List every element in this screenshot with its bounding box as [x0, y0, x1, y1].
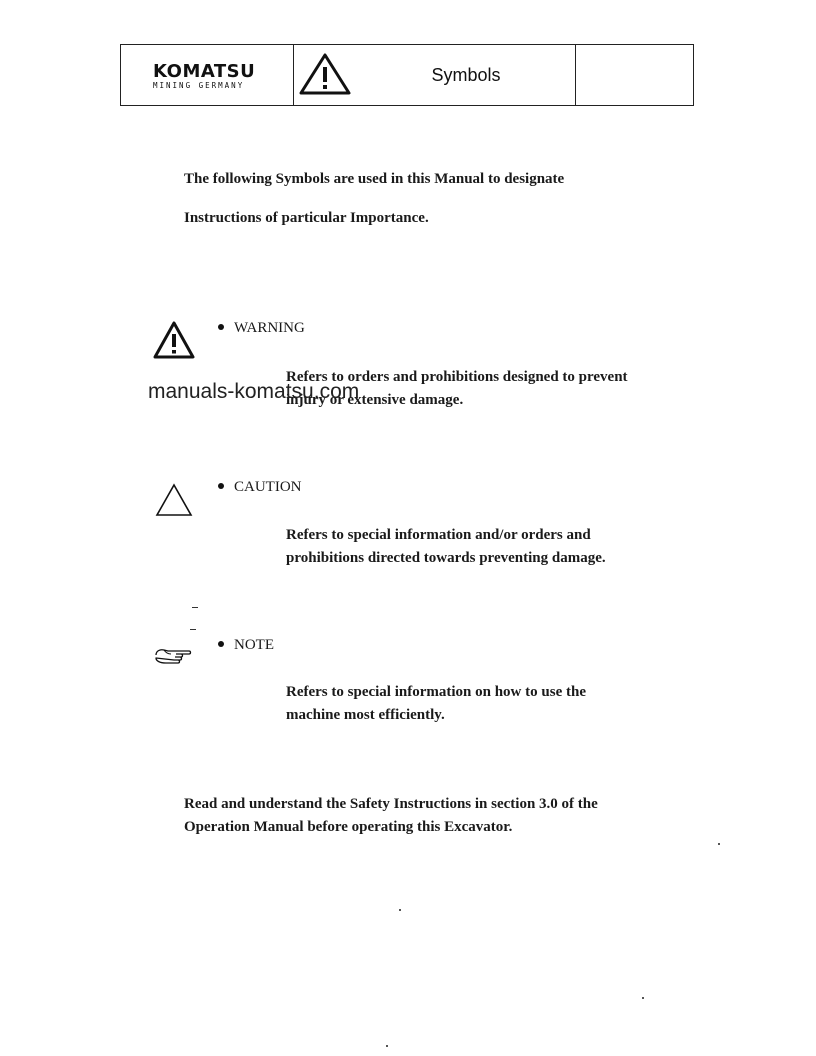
closing-line-2: Operation Manual before operating this Excavator. — [184, 819, 513, 835]
logo-cell — [121, 45, 294, 105]
scan-mark — [192, 607, 198, 608]
bullet — [218, 641, 224, 647]
warning-line-1: Refers to orders and prohibitions designed to prevent — [286, 369, 628, 385]
caution-label: CAUTION — [234, 479, 302, 495]
brand-subtitle: MINING GERMANY — [153, 81, 245, 90]
note-line-1: Refers to special information on how to use the — [286, 684, 586, 700]
note-line-2: machine most efficiently. — [286, 707, 445, 723]
warning-triangle-icon — [297, 51, 353, 99]
caution-description — [286, 524, 606, 570]
watermark: manuals-komatsu.com — [148, 380, 360, 403]
intro-line-1: The following Symbols are used in this Manual to designate — [184, 171, 565, 187]
caution-triangle-icon — [154, 482, 194, 518]
scan-speck — [642, 997, 644, 999]
intro-line-2: Instructions of particular Importance. — [184, 210, 429, 226]
scan-speck — [386, 1045, 388, 1047]
header-title-cell — [357, 45, 576, 105]
note-heading — [218, 637, 274, 654]
pointing-hand-icon — [154, 646, 194, 670]
warning-heading — [218, 320, 305, 337]
warning-label: WARNING — [234, 320, 305, 336]
caution-line-1: Refers to special information and/or orders and — [286, 527, 591, 543]
header-icon-cell — [293, 45, 357, 105]
bullet — [218, 483, 224, 489]
scan-speck — [399, 909, 401, 911]
caution-line-2: prohibitions directed towards preventing damage. — [286, 550, 606, 566]
page-header — [120, 44, 694, 106]
warning-triangle-icon — [152, 320, 196, 360]
caution-heading — [218, 479, 302, 496]
bullet — [218, 324, 224, 330]
brand-logo: KOMATSU — [153, 61, 256, 82]
scan-mark — [190, 629, 196, 630]
note-label: NOTE — [234, 637, 274, 653]
scan-speck — [718, 843, 720, 845]
warning-line-2: injury or extensive damage. — [286, 392, 464, 408]
page-title: Symbols — [431, 64, 501, 85]
note-description — [286, 681, 586, 727]
header-empty-cell — [575, 45, 693, 105]
closing-line-1: Read and understand the Safety Instructions in section 3.0 of the — [184, 796, 598, 812]
